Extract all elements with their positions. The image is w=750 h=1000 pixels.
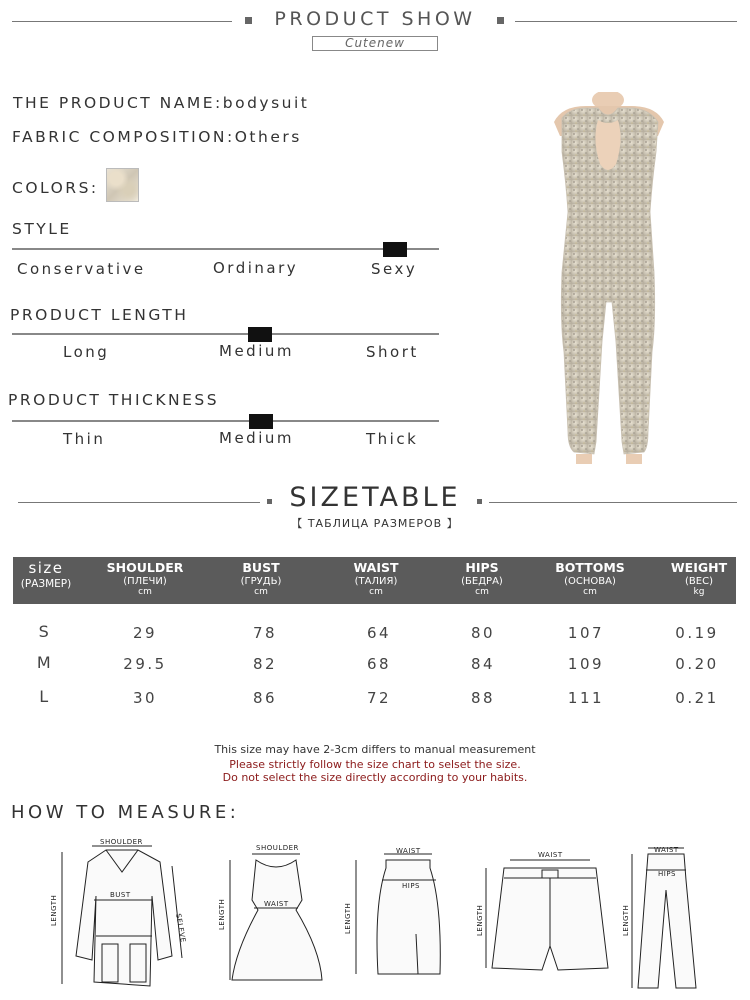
col-shoulder: SHOULDER (ПЛЕЧИ) cm (106, 560, 184, 597)
length-label: PRODUCT LENGTH (10, 306, 189, 324)
fabric-composition-label: FABRIC COMPOSITION:Others (12, 128, 302, 146)
cell-hips: 84 (470, 655, 496, 673)
cell-waist: 68 (366, 655, 392, 673)
cell-weight: 0.21 (675, 689, 719, 707)
jacket-sleeve-label: SELEVE (174, 912, 188, 944)
cell-waist: 64 (366, 624, 392, 642)
cell-hips: 80 (470, 624, 496, 642)
thickness-scale-line (12, 420, 439, 422)
cell-bottoms: 107 (567, 624, 605, 642)
thickness-option-thin: Thin (63, 430, 106, 448)
cell-bust: 82 (252, 655, 278, 673)
note-follow-chart: Please strictly follow the size chart to selset the size. (229, 758, 521, 771)
how-to-measure-title: HOW TO MEASURE: (11, 802, 240, 823)
pants-measure-diagram (622, 840, 702, 992)
length-option-medium: Medium (219, 342, 294, 360)
header-rule-right (515, 21, 737, 22)
dress-measure-diagram (216, 840, 326, 986)
sizetable-rule-right (489, 502, 737, 503)
col-weight: WEIGHT (ВЕС) kg (670, 560, 728, 597)
cell-size: M (36, 653, 54, 672)
style-option-conservative: Conservative (17, 260, 146, 278)
shorts-measure-diagram (476, 848, 614, 972)
cell-hips: 88 (470, 689, 496, 707)
length-option-long: Long (63, 343, 110, 361)
skirt-measure-diagram (344, 844, 448, 986)
page-title: PRODUCT SHOW (274, 8, 476, 30)
size-table-header (13, 557, 736, 604)
sizetable-dot-right (477, 499, 482, 504)
sizetable-subtitle: 【 ТАБЛИЦА РАЗМЕРОВ 】 (291, 517, 459, 530)
cell-bust: 86 (252, 689, 278, 707)
jacket-length-label: LENGTH (50, 894, 58, 926)
cell-size: S (38, 622, 52, 641)
pants-length-label: LENGTH (622, 904, 630, 936)
pants-waist-label: WAIST (654, 846, 679, 854)
shorts-waist-label: WAIST (538, 851, 563, 859)
cell-size: L (39, 687, 51, 706)
style-option-ordinary: Ordinary (213, 259, 299, 277)
thickness-scale-marker (249, 414, 273, 429)
length-option-short: Short (366, 343, 419, 361)
cell-bottoms: 109 (567, 655, 605, 673)
col-hips: HIPS (БЕДРА) cm (461, 560, 503, 597)
skirt-waist-label: WAIST (396, 847, 421, 855)
style-label: STYLE (12, 220, 72, 238)
cell-shoulder: 29.5 (123, 655, 167, 673)
brand-name: Cutenew (312, 36, 438, 51)
dress-shoulder-label: SHOULDER (256, 844, 299, 852)
thickness-label: PRODUCT THICKNESS (8, 391, 220, 409)
cell-waist: 72 (366, 689, 392, 707)
skirt-length-label: LENGTH (344, 902, 352, 934)
jacket-shoulder-label: SHOULDER (100, 838, 143, 846)
thickness-option-medium: Medium (219, 429, 294, 447)
jacket-bust-label: BUST (110, 891, 131, 899)
style-scale-marker (383, 242, 407, 257)
length-scale-marker (248, 327, 272, 342)
col-waist: WAIST (ТАЛИЯ) cm (353, 560, 399, 597)
cell-weight: 0.19 (675, 624, 719, 642)
product-name-label: THE PRODUCT NAME:bodysuit (13, 94, 310, 112)
cell-bust: 78 (252, 624, 278, 642)
dress-length-label: LENGTH (218, 898, 226, 930)
note-habits: Do not select the size directly according to your habits. (222, 771, 528, 784)
product-photo (540, 92, 680, 464)
length-scale-line (12, 333, 439, 335)
shorts-length-label: LENGTH (476, 904, 484, 936)
jacket-measure-diagram (48, 836, 196, 992)
cell-shoulder: 30 (132, 689, 158, 707)
pants-hips-label: HIPS (658, 870, 676, 878)
dress-waist-label: WAIST (264, 900, 289, 908)
cell-shoulder: 29 (132, 624, 158, 642)
cell-bottoms: 111 (567, 689, 605, 707)
style-option-sexy: Sexy (371, 260, 418, 278)
cell-weight: 0.20 (675, 655, 719, 673)
note-measurement: This size may have 2-3cm differs to manual measurement (214, 743, 536, 756)
sizetable-title: SIZETABLE (289, 482, 461, 513)
col-bottoms: BOTTOMS (ОСНОВА) cm (555, 560, 625, 597)
skirt-hips-label: HIPS (402, 882, 420, 890)
thickness-option-thick: Thick (366, 430, 419, 448)
color-swatch[interactable] (106, 168, 139, 202)
col-bust: BUST (ГРУДЬ) cm (240, 560, 282, 597)
colors-label: COLORS: (12, 179, 99, 197)
col-size: size (РАЗМЕР) (20, 559, 72, 590)
style-scale-line (12, 248, 439, 250)
header-dot-right (497, 17, 504, 24)
